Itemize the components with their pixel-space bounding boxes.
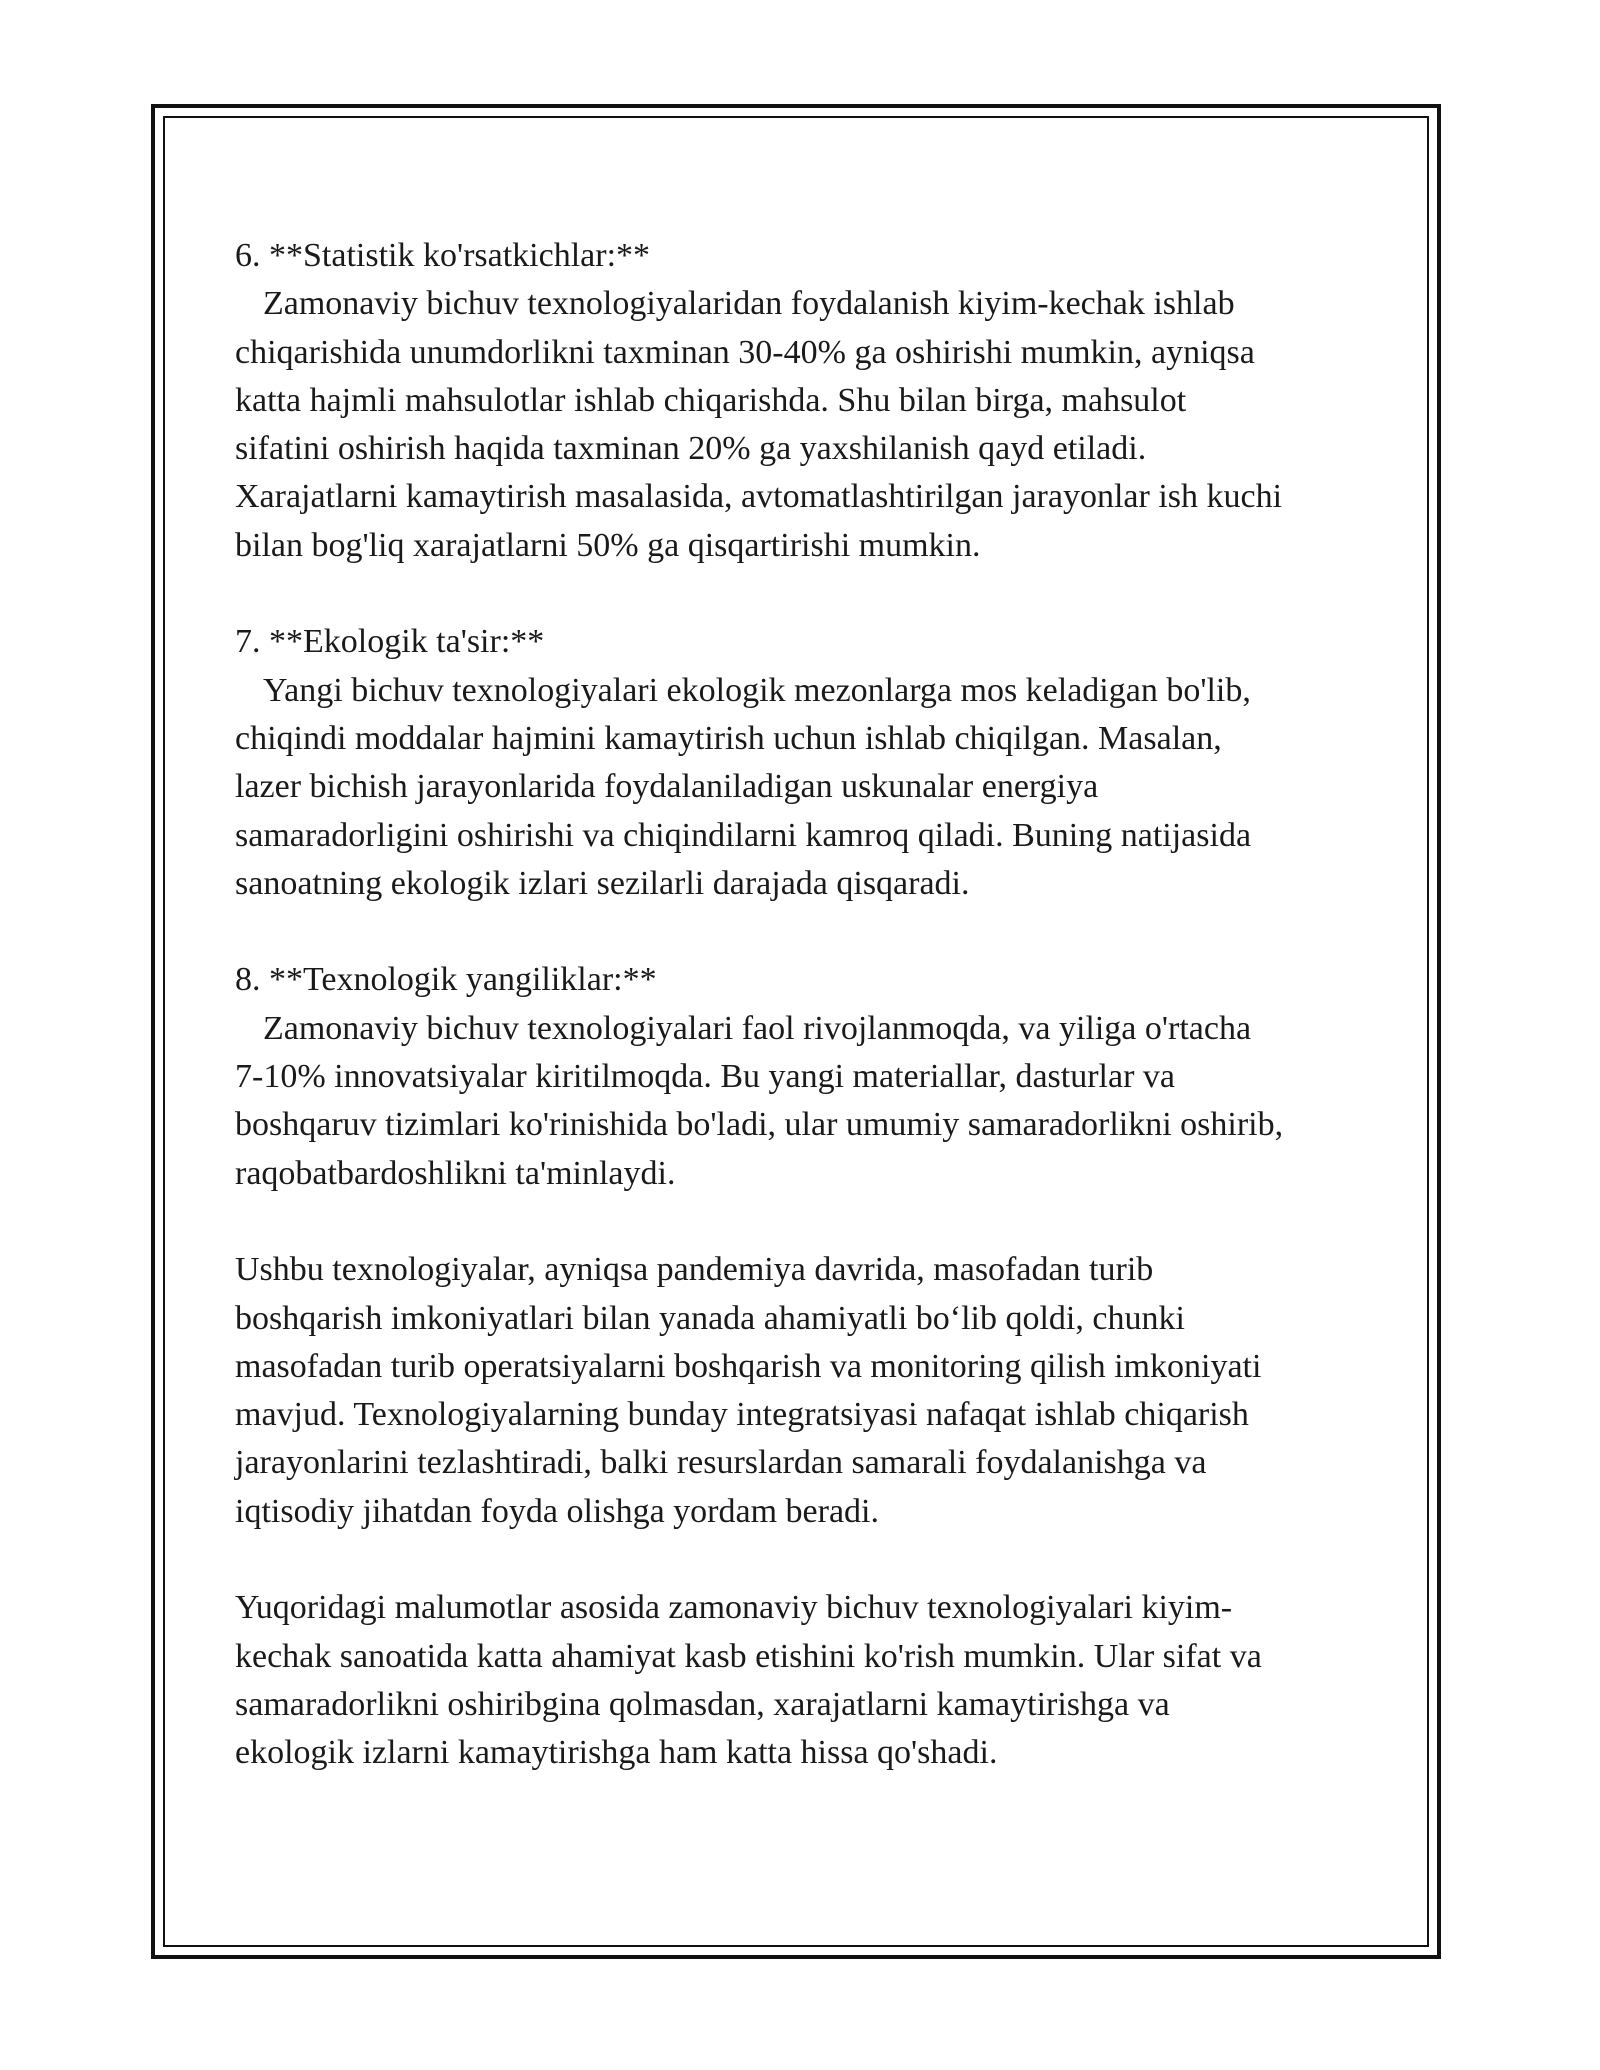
text-line: masofadan turib operatsiyalarni boshqarish va monitoring qilish imkoniyati	[235, 1347, 1262, 1385]
document-body	[235, 232, 1385, 1826]
text-line: Zamonaviy bichuv texnologiyalaridan foydalanish kiyim-kechak ishlab	[263, 285, 1235, 323]
text-line: iqtisodiy jihatdan foyda olishga yordam beradi.	[235, 1492, 879, 1530]
text-line: lazer bichish jarayonlarida foydalaniladigan uskunalar energiya	[235, 768, 1099, 806]
text-line: sanoatning ekologik izlari sezilarli darajada qisqaradi.	[235, 864, 970, 902]
paragraph-conclusion	[235, 1584, 1385, 1777]
text-line: chiqarishida unumdorlikni taxminan 30-40% ga oshirishi mumkin, ayniqsa	[235, 333, 1255, 371]
text-line: Ushbu texnologiyalar, ayniqsa pandemiya davrida, masofadan turib	[235, 1251, 1154, 1289]
text-line: kechak sanoatida katta ahamiyat kasb etishini ko'rish mumkin. Ular sifat va	[235, 1637, 1262, 1675]
text-line: ekologik izlarni kamaytirishga ham katta hissa qo'shadi.	[235, 1734, 998, 1772]
text-line: jarayonlarini tezlashtiradi, balki resurslardan samarali foydalanishga va	[235, 1444, 1207, 1482]
section-heading: 8. **Texnologik yangiliklar:**	[235, 961, 657, 999]
text-line: chiqindi moddalar hajmini kamaytirish uchun ishlab chiqilgan. Masalan,	[235, 719, 1222, 757]
text-line: Yuqoridagi malumotlar asosida zamonaviy bichuv texnologiyalari kiyim-	[235, 1589, 1233, 1627]
text-line: mavjud. Texnologiyalarning bunday integratsiyasi nafaqat ishlab chiqarish	[235, 1396, 1249, 1434]
section-ecology	[235, 618, 1385, 908]
text-line: Yangi bichuv texnologiyalari ekologik mezonlarga mos keladigan bo'lib,	[263, 671, 1251, 709]
text-line: boshqaruv tizimlari ko'rinishida bo'ladi, ular umumiy samaradorlikni oshirib,	[235, 1106, 1284, 1144]
text-line: 7-10% innovatsiyalar kiritilmoqda. Bu yangi materiallar, dasturlar va	[235, 1058, 1175, 1096]
text-line: raqobatbardoshlikni ta'minlaydi.	[235, 1154, 676, 1192]
section-heading: 6. **Statistik ko'rsatkichlar:**	[235, 237, 651, 274]
text-line: katta hajmli mahsulotlar ishlab chiqarishda. Shu bilan birga, mahsulot	[235, 381, 1187, 419]
text-line: samaradorligini oshirishi va chiqindilarni kamroq qiladi. Buning natijasida	[235, 816, 1252, 854]
text-line: sifatini oshirish haqida taxminan 20% ga yaxshilanish qayd etiladi.	[235, 430, 1147, 468]
section-heading: 7. **Ekologik ta'sir:**	[235, 623, 545, 661]
text-line: samaradorlikni oshiribgina qolmasdan, xarajatlarni kamaytirishga va	[235, 1685, 1170, 1723]
text-line: bilan bog'liq xarajatlarni 50% ga qisqartirishi mumkin.	[235, 526, 981, 564]
paragraph-pandemic	[235, 1246, 1385, 1536]
text-line: boshqarish imkoniyatlari bilan yanada ahamiyatli boʻlib qoldi, chunki	[235, 1299, 1185, 1337]
section-innovations	[235, 956, 1385, 1197]
section-statistics	[235, 232, 1385, 570]
text-line: Xarajatlarni kamaytirish masalasida, avtomatlashtirilgan jarayonlar ish kuchi	[235, 478, 1283, 516]
text-line: Zamonaviy bichuv texnologiyalari faol rivojlanmoqda, va yiliga o'rtacha	[263, 1009, 1252, 1047]
